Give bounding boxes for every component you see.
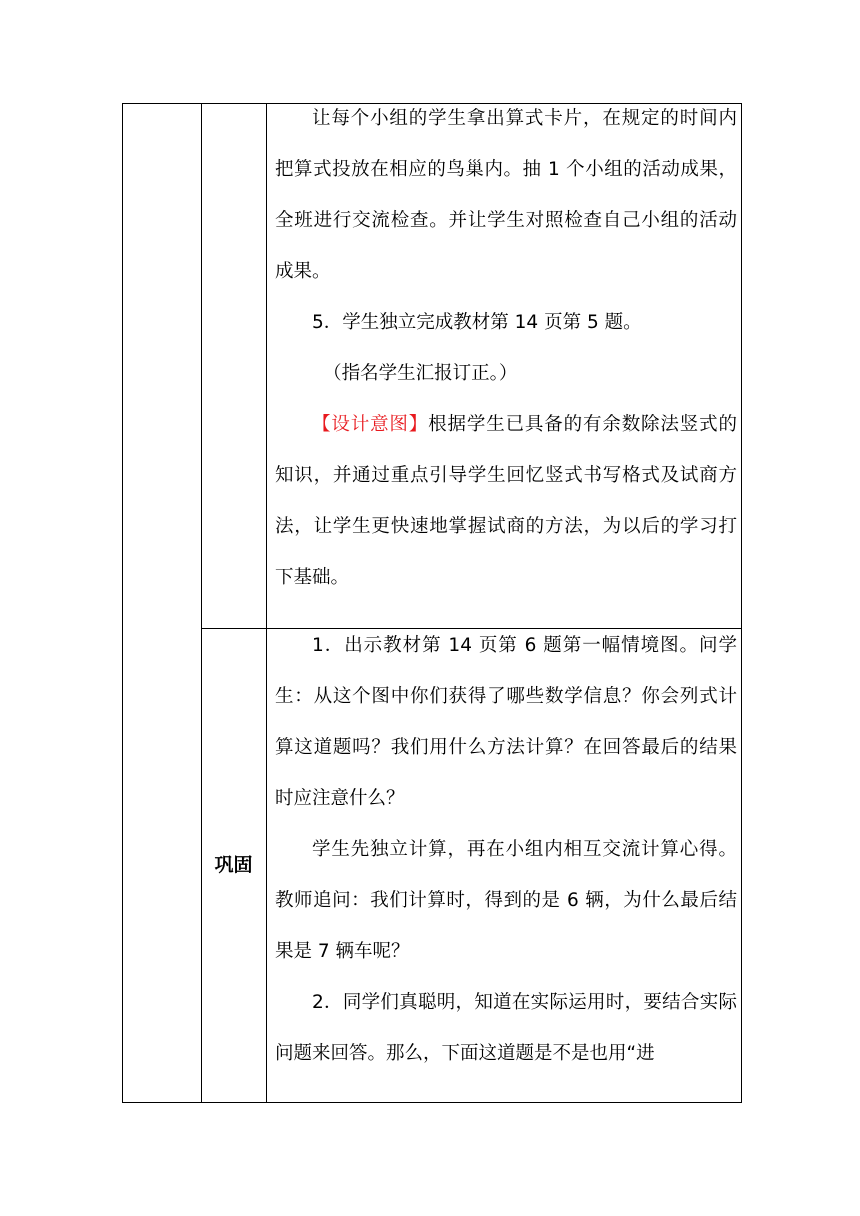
activity-paragraph: 让每个小组的学生拿出算式卡片，在规定的时间内把算式投放在相应的鸟巢内。抽 1 个小组的活动成果，全班进行交流检查。并让学生对照检查自己小组的活动成果。 xyxy=(275,108,737,282)
consolidation-cell xyxy=(275,620,737,1079)
report-paragraph: （指名学生汇报订正。） xyxy=(323,363,518,384)
table-border-col2 xyxy=(266,103,267,1103)
table-border-right xyxy=(741,103,742,1103)
table-border-col1 xyxy=(201,103,202,1103)
exercise-paragraph: 5．学生独立完成教材第 14 页第 5 题。 xyxy=(312,312,642,333)
table-border-left xyxy=(122,103,123,1103)
consolidation-paragraph-3: 2．同学们真聪明，知道在实际运用时，要结合实际问题来回答。那么，下面这道题是不是也用“进 xyxy=(275,992,737,1064)
consolidation-paragraph-1: 1．出示教材第 14 页第 6 题第一幅情境图。问学生：从这个图中你们获得了哪些数学信息？你会列式计算这道题吗？我们用什么方法计算？在回答最后的结果时应注意什么？ xyxy=(275,635,737,809)
consolidation-label: 巩固 xyxy=(214,854,253,876)
table-border-bottom xyxy=(122,1102,742,1103)
design-intent-paragraph xyxy=(275,399,737,603)
design-intent-tag: 【设计意图】 xyxy=(312,414,429,435)
consolidation-paragraph-2: 学生先独立计算，再在小组内相互交流计算心得。教师追问：我们计算时，得到的是 6 辆，为什么最后结果是 7 辆车呢？ xyxy=(275,839,737,962)
design-intent-text: 根据学生已具备的有余数除法竖式的知识，并通过重点引导学生回忆竖式书写格式及试商方法，让学生更快速地掌握试商的方法，为以后的学习打下基础。 xyxy=(275,414,737,588)
activity-cell xyxy=(275,93,737,603)
